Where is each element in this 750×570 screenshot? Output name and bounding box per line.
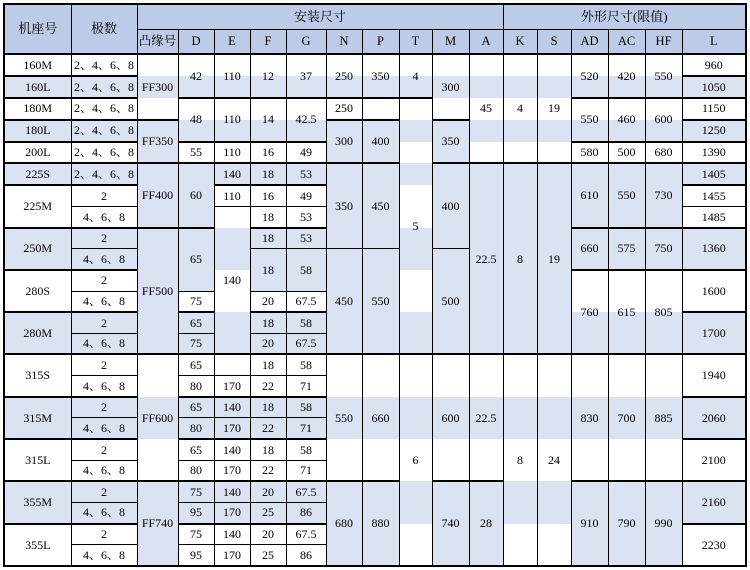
col-header-S: S [537,30,571,55]
table-wrapper [3,3,747,567]
cell-frame: 315S [4,354,71,396]
cell-frame: 280S [4,270,71,312]
cell-D: 95 [178,502,214,523]
cell-frame: 280M [4,312,71,354]
cell-F: 12 [250,54,286,98]
cell-L: 1250 [682,120,746,142]
cell-G: 58 [286,249,326,291]
cell-F: 22 [250,376,286,397]
cell-poles: 2、4、6、8 [71,163,137,185]
table-row [4,163,746,185]
cell-L: 1700 [682,312,746,354]
cell-poles: 2 [71,228,137,249]
cell-L: 2060 [682,397,746,439]
cell-HF: 990 [645,481,682,566]
cell-N: 350 [326,163,362,248]
cell-M: 350 [432,120,469,164]
cell-N: 680 [326,481,362,566]
cell-E: 140 [214,481,250,502]
cell-G: 67.5 [286,524,326,545]
cell-HF: 885 [645,354,682,481]
cell-poles: 4、6、8 [71,249,137,270]
cell-N: 450 [326,249,362,355]
cell-AD: 610 [571,163,608,227]
col-header-G: G [286,30,326,55]
outline-dimensions-group-header: 外形尺寸(限值) [503,4,746,30]
cell-poles: 2、4、6、8 [71,98,137,120]
cell-F: 16 [250,142,286,164]
cell-G: 53 [286,206,326,227]
cell-F: 20 [250,333,286,354]
cell-F: 25 [250,502,286,523]
table-row [4,481,746,502]
cell-F: 16 [250,185,286,206]
cell-G: 86 [286,545,326,566]
cell-M: 500 [432,249,469,355]
cell-L: 1360 [682,228,746,270]
cell-G: 42.5 [286,98,326,142]
cell-N: 250 [326,54,362,98]
table-row [4,354,746,375]
cell-E: 170 [214,418,250,439]
cell-E: 110 [214,98,250,142]
cell-L: 2160 [682,481,746,523]
cell-E: 170 [214,376,250,397]
cell-frame: 225M [4,185,71,227]
cell-P: 550 [362,249,399,355]
cell-frame: 200L [4,142,71,164]
col-header-N: N [326,30,362,55]
cell-N: 250 [326,98,362,120]
cell-flange: FF400 [137,163,178,227]
cell-A: 22.5 [469,163,503,354]
col-header-K: K [503,30,537,55]
cell-G: 67.5 [286,481,326,502]
col-header-F: F [250,30,286,55]
cell-D: 60 [178,163,214,227]
cell-AC: 700 [608,354,645,481]
cell-D: 75 [178,291,214,312]
cell-G: 67.5 [286,333,326,354]
cell-D: 42 [178,54,214,98]
cell-E: 140 [214,206,250,354]
cell-AD: 910 [571,481,608,566]
col-header-HF: HF [645,30,682,55]
cell-flange: FF740 [137,481,178,566]
cell-D: 80 [178,376,214,397]
cell-HF: 750 [645,228,682,270]
spec-table-body [4,54,746,566]
cell-G: 58 [286,397,326,418]
cell-S: 19 [537,163,571,354]
cell-D: 80 [178,418,214,439]
cell-HF: 550 [645,54,682,98]
cell-AC: 615 [608,270,645,355]
cell-P: 400 [362,120,399,164]
cell-G: 37 [286,54,326,98]
col-header-AD: AD [571,30,608,55]
cell-D: 75 [178,524,214,545]
cell-E: 140 [214,439,250,460]
cell-frame: 160L [4,76,71,98]
col-header-L: L [682,30,746,55]
cell-L: 1600 [682,270,746,312]
cell-F: 20 [250,481,286,502]
cell-N: 300 [326,120,362,164]
cell-AC: 460 [608,98,645,142]
cell-F: 18 [250,249,286,291]
cell-HF: 600 [645,98,682,142]
cell-L: 1405 [682,163,746,185]
table-row [4,98,746,120]
cell-AC: 420 [608,54,645,98]
cell-F: 18 [250,439,286,460]
cell-poles: 2、4、6、8 [71,76,137,98]
cell-frame: 355L [4,524,71,566]
cell-F: 18 [250,163,286,185]
cell-P: 350 [362,54,399,98]
col-header-M: M [432,30,469,55]
cell-poles: 4、6、8 [71,206,137,227]
cell-G: 58 [286,354,326,375]
cell-L: 960 [682,54,746,76]
cell-flange: FF350 [137,120,178,164]
cell-F: 20 [250,524,286,545]
cell-G: 71 [286,376,326,397]
cell-D: 65 [178,439,214,460]
cell-AD: 550 [571,98,608,142]
cell-poles: 4、6、8 [71,376,137,397]
cell-poles: 2 [71,397,137,418]
cell-poles: 2 [71,312,137,333]
cell-E: 170 [214,502,250,523]
cell-L: 1050 [682,76,746,98]
cell-D: 75 [178,481,214,502]
cell-D: 48 [178,98,214,142]
cell-G: 86 [286,502,326,523]
cell-M: 600 [432,354,469,481]
cell-HF: 680 [645,142,682,164]
cell-frame: 180M [4,98,71,120]
cell-G: 49 [286,185,326,206]
cell-N: 550 [326,354,362,481]
cell-E: 140 [214,397,250,418]
cell-D: 55 [178,142,214,164]
cell-AC: 790 [608,481,645,566]
cell-flange: FF500 [137,228,178,355]
cell-G: 53 [286,228,326,249]
motor-flange-dimension-table [3,3,747,567]
cell-F: 22 [250,418,286,439]
cell-G: 67.5 [286,291,326,312]
cell-G: 49 [286,142,326,164]
cell-frame: 355M [4,481,71,523]
cell-E: 170 [214,460,250,481]
frame-column-header: 机座号 [4,4,71,54]
cell-frame: 180L [4,120,71,142]
cell-D: 65 [178,397,214,418]
cell-G: 58 [286,312,326,333]
cell-frame: 315M [4,397,71,439]
cell-AD: 760 [571,270,608,355]
cell-F: 18 [250,354,286,375]
cell-frame: 315L [4,439,71,481]
cell-F: 22 [250,460,286,481]
cell-poles: 4、6、8 [71,291,137,312]
cell-poles: 2 [71,439,137,460]
cell-E: 110 [214,142,250,164]
cell-F: 18 [250,312,286,333]
cell-D: 80 [178,460,214,481]
cell-poles: 4、6、8 [71,502,137,523]
col-header-D: D [178,30,214,55]
cell-F: 25 [250,545,286,566]
cell-E: 140 [214,524,250,545]
cell-L: 2100 [682,439,746,481]
cell-P: 450 [362,163,399,248]
cell-HF: 730 [645,163,682,227]
cell-P [362,98,399,120]
cell-AC: 500 [608,142,645,164]
cell-frame: 250M [4,228,71,270]
cell-F: 18 [250,228,286,249]
cell-P: 660 [362,354,399,481]
cell-E: 110 [214,54,250,98]
cell-F: 20 [250,291,286,312]
cell-AD: 520 [571,54,608,98]
cell-poles: 2 [71,481,137,502]
cell-S: 24 [537,354,571,566]
cell-flange: FF300 [137,54,178,120]
cell-A: 28 [469,481,503,566]
col-header-T: T [399,30,432,55]
cell-A: 22.5 [469,354,503,481]
mounting-dimensions-group-header: 安装尺寸 [137,4,503,30]
cell-D: 75 [178,333,214,354]
cell-G: 71 [286,460,326,481]
cell-E: 140 [214,163,250,185]
cell-L: 1390 [682,142,746,164]
cell-D: 65 [178,228,214,291]
cell-T: 4 [399,54,432,98]
cell-K: 8 [503,163,537,354]
cell-poles: 2 [71,524,137,545]
cell-D: 65 [178,312,214,333]
cell-poles: 2 [71,354,137,375]
cell-M: 300 [432,54,469,120]
table-header [4,4,746,54]
cell-poles: 4、6、8 [71,460,137,481]
cell-AC: 550 [608,163,645,227]
cell-G: 53 [286,163,326,185]
cell-E: 170 [214,545,250,566]
cell-L: 1485 [682,206,746,227]
col-header-flange: 凸缘号 [137,30,178,55]
cell-D: 65 [178,354,214,375]
cell-poles: 4、6、8 [71,545,137,566]
cell-M: 400 [432,163,469,248]
cell-F: 18 [250,206,286,227]
cell-L: 1940 [682,354,746,396]
cell-K: 8 [503,354,537,566]
cell-poles: 2、4、6、8 [71,120,137,142]
col-header-P: P [362,30,399,55]
cell-E [214,354,250,375]
cell-L: 1150 [682,98,746,120]
cell-frame: 225S [4,163,71,185]
cell-flange: FF600 [137,354,178,481]
cell-poles: 2、4、6、8 [71,54,137,76]
cell-S: 19 [537,54,571,163]
col-header-AC: AC [608,30,645,55]
cell-poles: 4、6、8 [71,333,137,354]
cell-E: 110 [214,185,250,206]
cell-AC: 575 [608,228,645,270]
cell-AD: 580 [571,142,608,164]
cell-poles: 2 [71,185,137,206]
cell-poles: 2、4、6、8 [71,142,137,164]
cell-poles: 2 [71,270,137,291]
cell-poles: 4、6、8 [71,418,137,439]
cell-K: 4 [503,54,537,163]
cell-F: 18 [250,397,286,418]
cell-D: 95 [178,545,214,566]
cell-L: 2230 [682,524,746,566]
poles-column-header: 极数 [71,4,137,54]
cell-M: 740 [432,481,469,566]
cell-HF: 805 [645,270,682,355]
cell-T: 6 [399,354,432,566]
table-row [4,54,746,76]
cell-L: 1455 [682,185,746,206]
cell-A: 45 [469,54,503,163]
cell-P: 880 [362,481,399,566]
cell-frame: 160M [4,54,71,76]
cell-F: 14 [250,98,286,142]
col-header-A: A [469,30,503,55]
col-header-E: E [214,30,250,55]
cell-AD: 830 [571,354,608,481]
cell-AD: 660 [571,228,608,270]
cell-G: 71 [286,418,326,439]
cell-T: 5 [399,98,432,355]
cell-G: 58 [286,439,326,460]
